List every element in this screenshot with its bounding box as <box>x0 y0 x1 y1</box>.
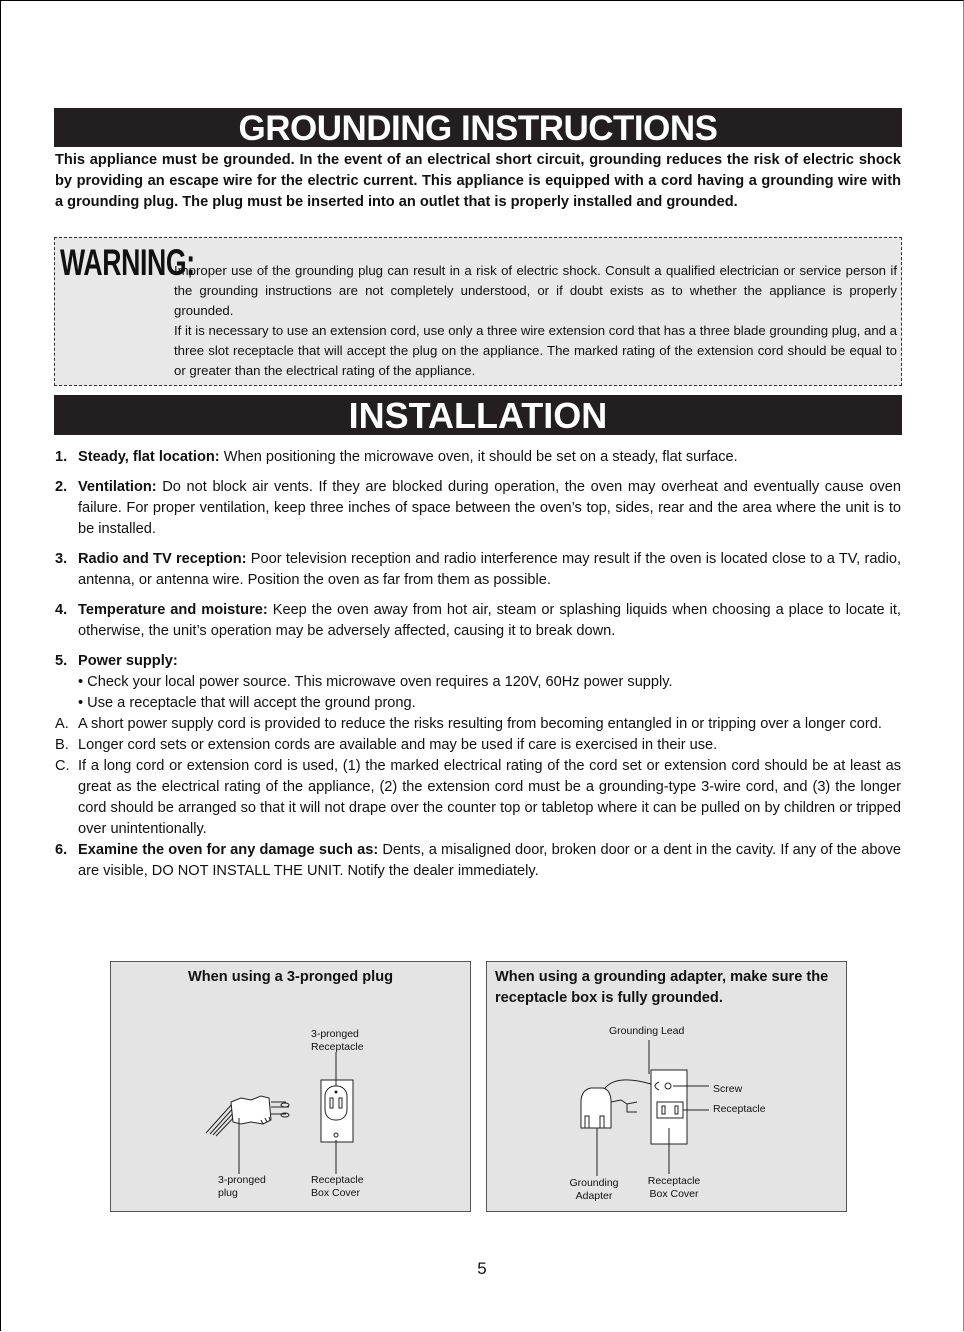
step-text: When positioning the microwave oven, it should be set on a steady, flat surface. <box>219 449 738 465</box>
page-number: 5 <box>477 1259 487 1278</box>
step-item <box>55 549 901 591</box>
step-heading: Power supply: <box>78 653 178 669</box>
three-prong-illustration <box>111 962 470 1211</box>
sub-letter: C. <box>55 758 70 774</box>
sub-letter: B. <box>55 737 69 753</box>
step-heading: Temperature and moisture: <box>78 602 268 618</box>
sub-text: Longer cord sets or extension cords are available and may be used if care is exercised in their use. <box>78 737 718 753</box>
grounding-intro: This appliance must be grounded. In the event of an electrical short circuit, grounding reduces the risk of electric shock by providing an escape wire for the electric current. This appliance is equipped with a cord having a grounding wire with a grounding plug. The plug must be inserted into an outlet that is properly installed and grounded. <box>55 152 901 210</box>
warning-paragraph: If it is necessary to use an extension cord, use only a three wire extension cord that has a three blade grounding plug, and a three slot receptacle that will accept the plug on the appliance. The marked rating of the extension cord should be equal to or greater than the electrical rating of the appliance. <box>174 323 897 378</box>
step-text: Dents, a misaligned door, broken door or a dent in the cavity. If any of the above are visible, DO NOT INSTALL THE UNIT. Notify the dealer immediately. <box>78 842 901 879</box>
step-text: Keep the oven away from hot air, steam or splashing liquids when choosing a place to locate it, otherwise, the unit’s operation may be adversely affected, causing it to break down. <box>78 602 901 639</box>
step-heading: Steady, flat location: <box>78 449 220 465</box>
plug-icon <box>206 1096 289 1136</box>
outlet-slot-icon <box>662 1106 665 1114</box>
grounding-adapter-diagram <box>486 961 847 1212</box>
label-box-cover: Receptacle Box Cover <box>647 1175 701 1200</box>
label-receptacle: Receptacle <box>713 1103 766 1115</box>
step-number: 1. <box>55 449 68 465</box>
step-heading: Ventilation: <box>78 479 157 495</box>
power-bullet: • Check your local power source. This microwave oven requires a 120V, 60Hz power supply. <box>78 674 673 690</box>
installation-steps <box>55 447 901 882</box>
receptacle-icon <box>657 1102 683 1118</box>
sub-letter: A. <box>55 716 69 732</box>
step-number: 6. <box>55 842 68 858</box>
diagram-title: When using a grounding adapter, make sure the receptacle box is fully grounded. <box>495 969 829 1006</box>
sub-text: If a long cord or extension cord is used, (1) the marked electrical rating of the cord set or extension cord should be at least as great as the electrical rating of the appliance, (2) the extension cord must be a grounding-type 3-wire cord, and (3) the longer cord should be arranged so that it will not drape over the counter top or tabletop where it can be pulled on by children or tripped over unintentionally. <box>78 758 901 837</box>
warning-text <box>174 261 897 381</box>
step-item <box>55 600 901 642</box>
label-plug: 3-pronged plug <box>218 1174 266 1199</box>
power-bullet: • Use a receptacle that will accept the ground prong. <box>78 695 416 711</box>
step-number: 5. <box>55 653 68 669</box>
warning-paragraph: Improper use of the grounding plug can result in a risk of electric shock. Consult a qualified electrician or service person if the grounding instructions are not completely understood, or if doubt exists as to whether the appliance is properly grounded. <box>174 263 897 318</box>
step-text: Poor television reception and radio interference may result if the oven is located close to a TV, radio, antenna, or antenna wire. Position the oven as far from them as possible. <box>78 551 901 588</box>
outlet-slot-icon <box>330 1098 333 1108</box>
step-number: 2. <box>55 479 68 495</box>
sub-text: A short power supply cord is provided to reduce the risks resulting from becoming entangled in or tripping over a longer cord. <box>78 716 882 732</box>
power-sub-item <box>55 714 901 735</box>
step-item <box>55 840 901 882</box>
installation-title: INSTALLATION <box>54 395 902 435</box>
three-prong-diagram <box>110 961 471 1212</box>
label-receptacle: 3-pronged Receptacle <box>311 1028 364 1053</box>
step-number: 3. <box>55 551 68 567</box>
step-item <box>55 447 901 468</box>
step-heading: Examine the oven for any damage such as: <box>78 842 379 858</box>
adapter-illustration <box>487 962 846 1211</box>
label-box-cover: Receptacle Box Cover <box>311 1174 364 1199</box>
outlet-screw-icon <box>335 1091 338 1094</box>
label-grounding-lead: Grounding Lead <box>609 1025 685 1037</box>
step-heading: Radio and TV reception: <box>78 551 247 567</box>
diagram-title: When using a 3-pronged plug <box>187 969 394 985</box>
warning-label: WARNING: <box>60 242 195 283</box>
outlet-slot-icon <box>675 1106 678 1114</box>
power-sub-item <box>55 735 901 756</box>
step-item <box>55 477 901 540</box>
outlet-slot-icon <box>339 1098 342 1108</box>
grounding-title: GROUNDING INSTRUCTIONS <box>54 108 902 147</box>
warning-box <box>54 237 902 386</box>
step-text: Do not block air vents. If they are blocked during operation, the oven may overheat and eventually cause oven failure. For proper ventilation, keep three inches of space between the oven’s top, sides, rear and the area where the unit is to be installed. <box>78 479 901 537</box>
adapter-icon <box>581 1080 651 1128</box>
label-adapter: Grounding Adapter <box>569 1177 619 1202</box>
label-screw: Screw <box>713 1083 743 1095</box>
step-item <box>55 651 901 714</box>
power-sub-item <box>55 756 901 840</box>
step-number: 4. <box>55 602 68 618</box>
